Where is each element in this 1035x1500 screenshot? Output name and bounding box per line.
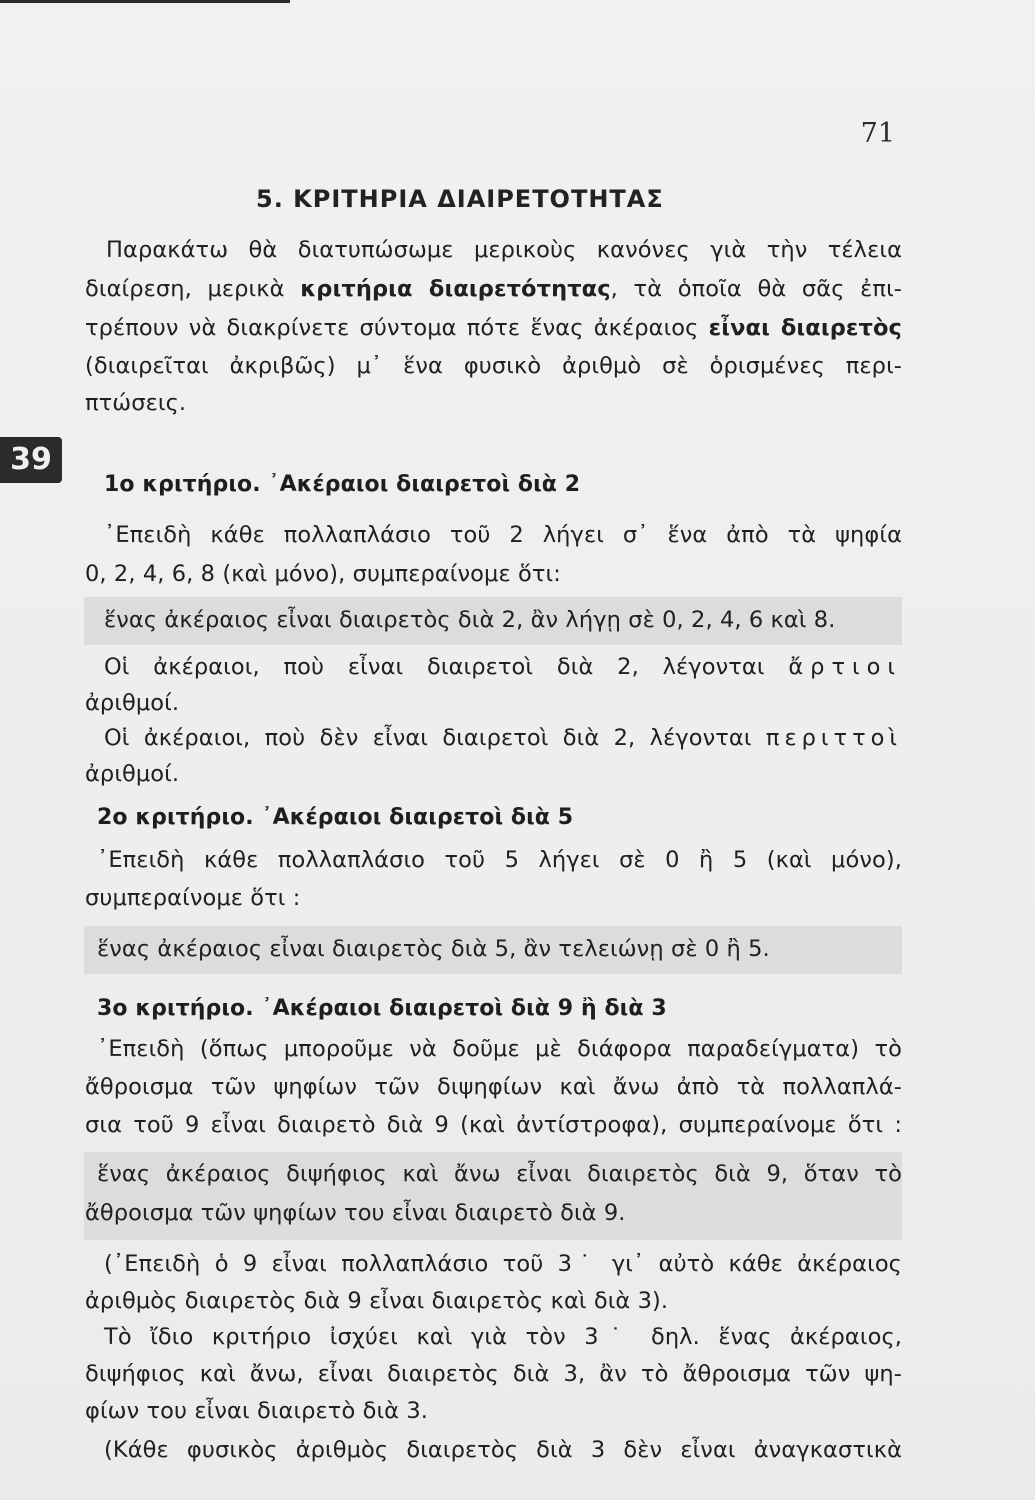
criterion-3-note-line-1: (᾿Επειδὴ ὁ 9 εἶναι πολλαπλάσιο τοῦ 3˙ γι᾽ αὐτὸ κάθε ἀκέραιος <box>104 1251 902 1277</box>
section-title: 5. ΚΡΙΤΗΡΙΑ ΔΙΑΙΡΕΤΟΤΗΤΑΣ <box>256 185 664 213</box>
criterion-2-line-2: συμπεραίνομε ὅτι : <box>85 885 301 911</box>
even-numbers-line-2: ἀριθμοί. <box>85 690 180 716</box>
criterion-1-rule: ἕνας ἀκέραιος εἶναι διαιρετὸς διὰ 2, ἂν λήγῃ σὲ 0, 2, 4, 6 καὶ 8. <box>104 607 836 633</box>
section-tab-marker: 39 <box>0 437 62 483</box>
intro-line-3: τρέπουν νὰ διακρίνετε σύντομα πότε ἕνας ἀκέραιος εἶναι διαιρετὸς <box>85 315 902 341</box>
criterion-3-rule-line-1: ἕνας ἀκέραιος διψήφιος καὶ ἄνω εἶναι διαιρετὸς διὰ 9, ὅταν τὸ <box>97 1161 902 1187</box>
criterion-3-heading: 3ο κριτήριο. ᾿Ακέραιοι διαιρετοὶ διὰ 9 ἢ διὰ 3 <box>97 996 667 1021</box>
intro-line-4: (διαιρεῖται ἀκριβῶς) μ᾽ ἕνα φυσικὸ ἀριθμὸ σὲ ὁρισμένες περι- <box>85 353 902 379</box>
criterion-2-line-1: ᾿Επειδὴ κάθε πολλαπλάσιο τοῦ 5 λήγει σὲ 0 ἢ 5 (καὶ μόνο), <box>97 847 902 873</box>
criterion-3-line-1: ᾿Επειδὴ (ὅπως μποροῦμε νὰ δοῦμε μὲ διάφορα παραδείγματα) τὸ <box>97 1036 902 1062</box>
criterion-3-last-line: (Κάθε φυσικὸς ἀριθμὸς διαιρετὸς διὰ 3 δὲν εἶναι ἀναγκαστικὰ <box>104 1437 902 1463</box>
page-top-rule <box>0 0 290 3</box>
criterion-3-divisor3-line-1: Τὸ ἴδιο κριτήριο ἰσχύει καὶ γιὰ τὸν 3˙ δηλ. ἕνας ἀκέραιος, <box>104 1324 902 1350</box>
criterion-3-line-3: σια τοῦ 9 εἶναι διαιρετὸ διὰ 9 (καὶ ἀντίστροφα), συμπεραίνομε ὅτι : <box>85 1112 902 1138</box>
even-numbers-line-1: Οἱ ἀκέραιοι, ποὺ εἶναι διαιρετοὶ διὰ 2, λέγονται ἄρτιοι <box>104 654 902 680</box>
criterion-1-line-1: ᾿Επειδὴ κάθε πολλαπλάσιο τοῦ 2 λήγει σ᾽ ἕνα ἀπὸ τὰ ψηφία <box>104 522 902 548</box>
intro-line-2: διαίρεση, μερικὰ κριτήρια διαιρετότητας, τὰ ὁποῖα θὰ σᾶς ἐπι- <box>85 276 902 302</box>
even-numbers-term: ἄρτιοι <box>788 654 902 680</box>
criterion-2-rule: ἕνας ἀκέραιος εἶναι διαιρετὸς διὰ 5, ἂν τελειώνῃ σὲ 0 ἢ 5. <box>97 936 770 962</box>
criterion-1-heading: 1ο κριτήριο. ᾿Ακέραιοι διαιρετοὶ διὰ 2 <box>104 472 581 497</box>
odd-numbers-term: περιττοὶ <box>765 725 902 751</box>
criterion-3-line-2: ἄθροισμα τῶν ψηφίων τῶν διψηφίων καὶ ἄνω ἀπὸ τὰ πολλαπλά- <box>85 1074 902 1100</box>
criterion-2-heading: 2ο κριτήριο. ᾿Ακέραιοι διαιρετοὶ διὰ 5 <box>97 805 574 830</box>
page-number: 71 <box>860 118 895 149</box>
odd-numbers-line-2: ἀριθμοί. <box>85 761 180 787</box>
criterion-3-divisor3-line-3: φίων του εἶναι διαιρετὸ διὰ 3. <box>85 1398 429 1424</box>
odd-numbers-line-1: Οἱ ἀκέραιοι, ποὺ δὲν εἶναι διαιρετοὶ διὰ 2, λέγονται περιττοὶ <box>104 725 902 751</box>
criterion-3-divisor3-line-2: διψήφιος καὶ ἄνω, εἶναι διαιρετὸς διὰ 3, ἂν τὸ ἄθροισμα τῶν ψη- <box>85 1361 902 1387</box>
intro-line-1: Παρακάτω θὰ διατυπώσωμε μερικοὺς κανόνες γιὰ τὴν τέλεια <box>106 237 902 263</box>
criterion-3-rule-line-2: ἄθροισμα τῶν ψηφίων του εἶναι διαιρετὸ διὰ 9. <box>85 1200 626 1226</box>
criterion-1-line-2: 0, 2, 4, 6, 8 (καὶ μόνο), συμπεραίνομε ὅτι: <box>85 561 561 587</box>
intro-line-5: πτώσεις. <box>85 390 187 416</box>
criterion-3-note-line-2: ἀριθμὸς διαιρετὸς διὰ 9 εἶναι διαιρετὸς καὶ διὰ 3). <box>85 1288 669 1314</box>
